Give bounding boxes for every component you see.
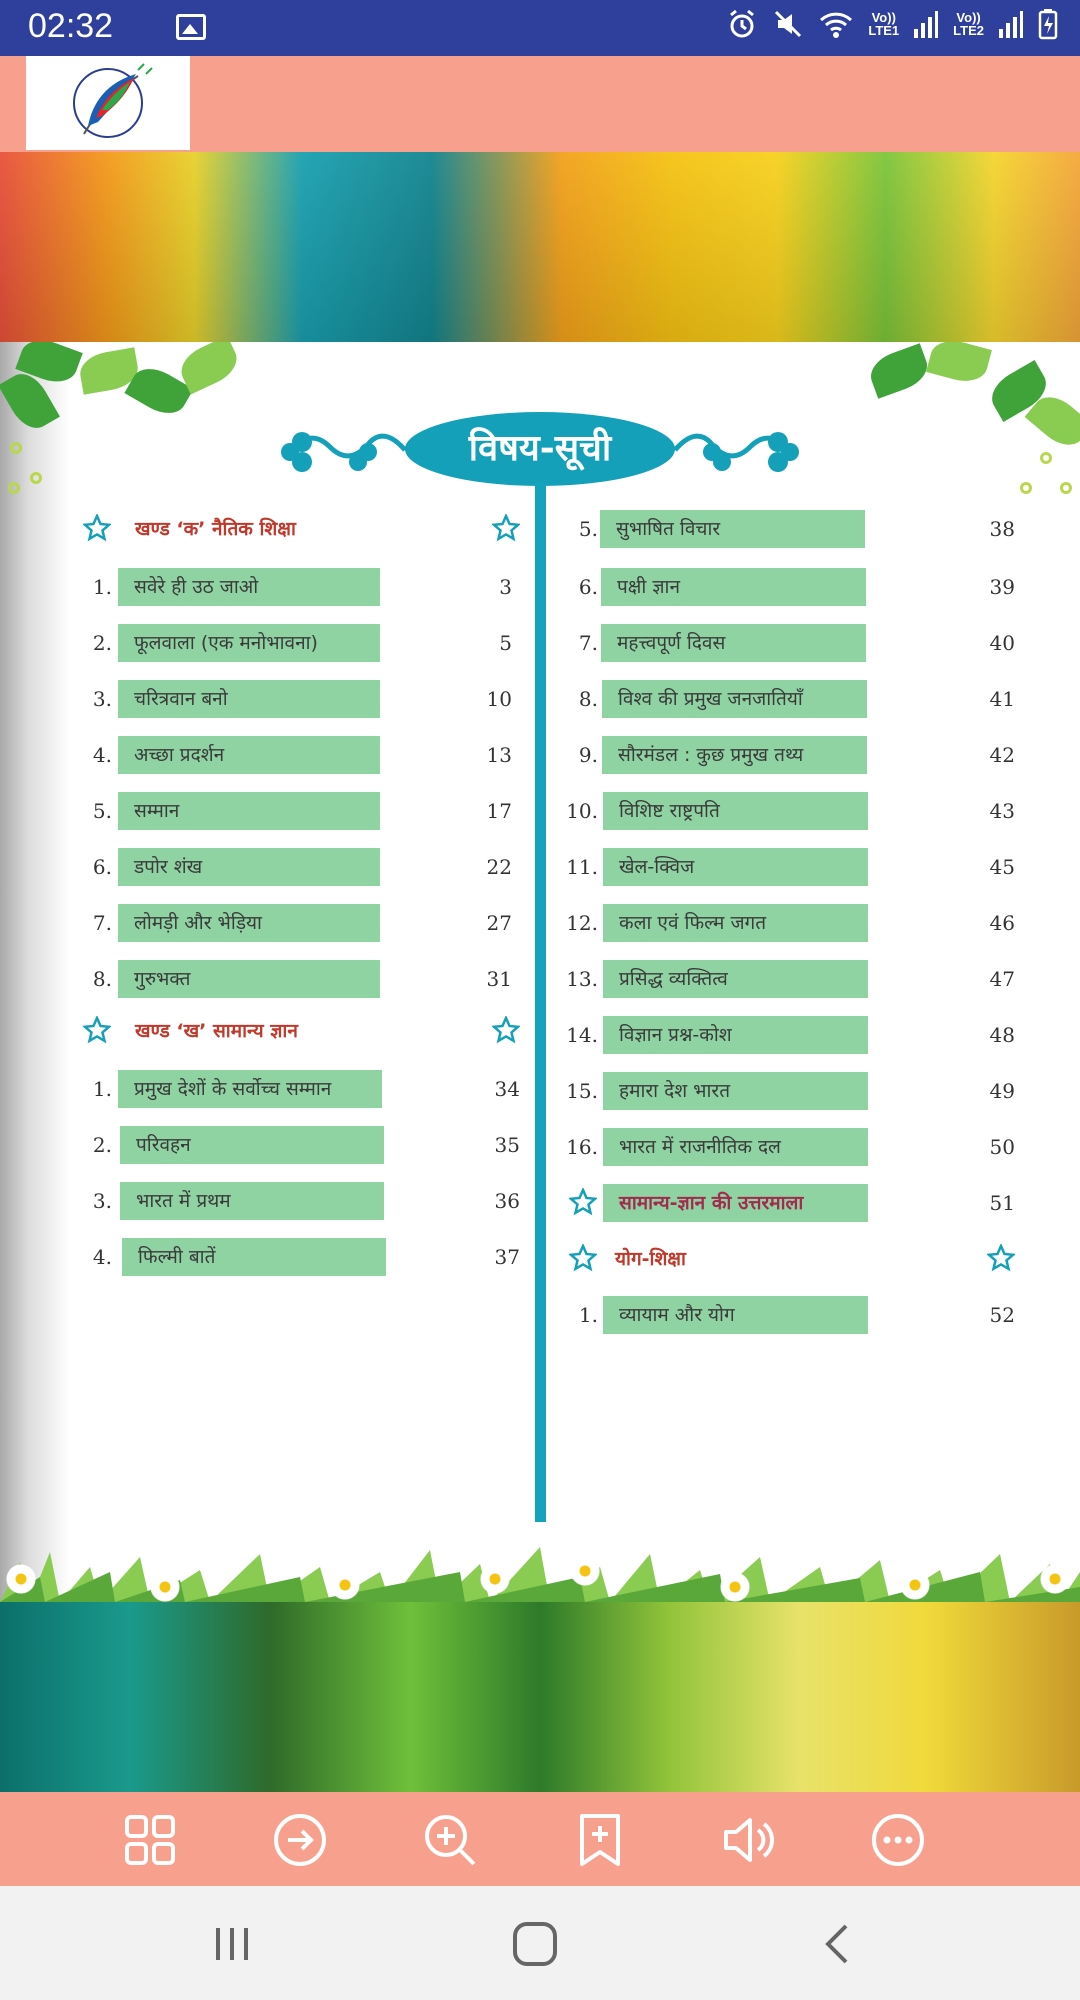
toc-row[interactable] (0, 848, 530, 886)
decorative-flower-image-top (0, 152, 1080, 342)
item-number: 3. (92, 1189, 112, 1213)
item-title: कला एवं फिल्म जगत (603, 904, 868, 942)
item-number: 8. (92, 967, 112, 991)
item-title: प्रमुख देशों के सर्वोच्च सम्मान (118, 1070, 382, 1108)
signal-icon (998, 9, 1024, 39)
decorative-flower-image-bottom (0, 1602, 1080, 1792)
item-number: 7. (578, 631, 598, 655)
toc-row[interactable] (555, 1296, 1075, 1334)
item-page: 47 (989, 967, 1015, 991)
status-time: 02:32 (28, 7, 114, 45)
item-title: विशिष्ट राष्ट्रपति (603, 792, 868, 830)
item-number: 14. (566, 1023, 598, 1047)
item-page: 3 (499, 575, 512, 599)
battery-icon (1038, 8, 1058, 40)
item-title: भारत में प्रथम (120, 1182, 384, 1220)
item-number: 7. (92, 911, 112, 935)
toc-row[interactable] (0, 1126, 530, 1164)
item-title: सवेरे ही उठ जाओ (118, 568, 380, 606)
item-page: 38 (989, 517, 1015, 541)
add-bookmark-button[interactable] (572, 1812, 628, 1868)
item-page: 17 (486, 799, 512, 823)
item-page: 45 (989, 855, 1015, 879)
item-page: 10 (486, 687, 512, 711)
item-title: प्रसिद्ध व्यक्तित्व (603, 960, 868, 998)
section-title: खण्ड ‘क’ नैतिक शिक्षा (135, 518, 296, 540)
item-page: 37 (494, 1245, 520, 1269)
zoom-in-icon (422, 1812, 478, 1868)
zoom-in-button[interactable] (422, 1812, 478, 1868)
mute-icon (772, 8, 804, 40)
item-title: पक्षी ज्ञान (601, 568, 866, 606)
toc-row[interactable] (555, 624, 1075, 662)
toc-row[interactable] (0, 624, 530, 662)
item-page: 52 (989, 1303, 1015, 1327)
star-icon (492, 1016, 520, 1044)
toc-row[interactable] (555, 1072, 1075, 1110)
item-page: 13 (486, 743, 512, 767)
item-title: विज्ञान प्रश्न-कोश (603, 1016, 868, 1054)
item-title: सौरमंडल : कुछ प्रमुख तथ्य (602, 736, 867, 774)
more-options-button[interactable] (870, 1812, 926, 1868)
item-page: 22 (486, 855, 512, 879)
item-page: 31 (486, 967, 512, 991)
daisy-decoration (330, 1570, 360, 1600)
item-title: सम्मान (118, 792, 380, 830)
section-title: योग-शिक्षा (615, 1248, 686, 1270)
item-number: 2. (92, 631, 112, 655)
item-title: परिवहन (120, 1126, 384, 1164)
item-number: 1. (578, 1303, 598, 1327)
daisy-decoration (6, 1564, 36, 1594)
toc-row[interactable] (555, 568, 1075, 606)
toc-row[interactable] (555, 1016, 1075, 1054)
toc-row[interactable] (555, 848, 1075, 886)
system-navigation-bar (0, 1886, 1080, 2000)
item-number: 2. (92, 1133, 112, 1157)
item-title: सामान्य-ज्ञान की उत्तरमाला (603, 1184, 868, 1222)
item-number: 6. (92, 855, 112, 879)
flourish-left-icon (280, 422, 410, 482)
item-page: 49 (989, 1079, 1015, 1103)
thumbnails-button[interactable] (122, 1812, 178, 1868)
item-page: 40 (989, 631, 1015, 655)
item-page: 35 (494, 1133, 520, 1157)
recent-apps-icon (202, 1914, 262, 1974)
item-title: भारत में राजनीतिक दल (603, 1128, 868, 1166)
status-bar (0, 0, 1080, 56)
item-title: खेल-क्विज (603, 848, 868, 886)
star-icon (569, 1244, 597, 1272)
item-number: 16. (566, 1135, 598, 1159)
toc-row[interactable] (0, 680, 530, 718)
share-arrow-icon (272, 1812, 328, 1868)
status-icons (726, 8, 1058, 40)
daisy-decoration (720, 1572, 750, 1602)
item-page: 43 (989, 799, 1015, 823)
reader-toolbar (0, 1792, 1080, 1886)
star-icon (987, 1244, 1015, 1272)
star-icon (83, 514, 111, 542)
item-number: 1. (92, 575, 112, 599)
item-number: 4. (92, 743, 112, 767)
section-header (555, 1240, 1075, 1278)
toc-row[interactable] (555, 510, 1075, 548)
toc-row[interactable] (555, 736, 1075, 774)
toc-row[interactable] (0, 1070, 530, 1108)
item-title: महत्त्वपूर्ण दिवस (601, 624, 866, 662)
item-page: 42 (989, 743, 1015, 767)
item-number: 15. (566, 1079, 598, 1103)
recent-apps-button[interactable] (202, 1914, 262, 1974)
star-icon (569, 1188, 597, 1216)
item-number: 12. (566, 911, 598, 935)
quill-logo-icon (26, 56, 190, 150)
item-page: 46 (989, 911, 1015, 935)
daisy-decoration (1040, 1564, 1070, 1594)
read-aloud-button[interactable] (720, 1812, 776, 1868)
item-number: 13. (566, 967, 598, 991)
daisy-decoration (480, 1564, 510, 1594)
item-title: फिल्मी बातें (122, 1238, 386, 1276)
toc-row[interactable] (0, 960, 530, 998)
toc-row[interactable] (0, 1182, 530, 1220)
item-number: 11. (566, 855, 598, 879)
toc-row[interactable] (0, 568, 530, 606)
home-button[interactable] (505, 1914, 565, 1974)
toc-row[interactable] (0, 736, 530, 774)
sim1-label: Vo)) LTE1 (868, 10, 900, 38)
grid-icon (122, 1812, 178, 1868)
item-number: 6. (578, 575, 598, 599)
toc-row[interactable] (555, 904, 1075, 942)
share-button[interactable] (272, 1812, 328, 1868)
image-notification-icon (176, 14, 206, 40)
item-number: 5. (578, 517, 598, 541)
signal-icon (913, 9, 939, 39)
item-page: 51 (989, 1191, 1015, 1215)
item-title: व्यायाम और योग (603, 1296, 868, 1334)
item-page: 48 (989, 1023, 1015, 1047)
item-title: फूलवाला (एक मनोभावना) (118, 624, 380, 662)
item-page: 41 (989, 687, 1015, 711)
section-title: खण्ड ‘ख’ सामान्य ज्ञान (135, 1020, 298, 1042)
publisher-logo[interactable] (26, 56, 190, 150)
item-number: 5. (92, 799, 112, 823)
item-title: सुभाषित विचार (600, 510, 865, 548)
sim2-label: Vo)) LTE2 (953, 10, 984, 38)
answers-row[interactable] (555, 1184, 1075, 1222)
item-title: चरित्रवान बनो (118, 680, 380, 718)
item-page: 27 (486, 911, 512, 935)
item-number: 9. (578, 743, 598, 767)
item-title: लोमड़ी और भेड़िया (118, 904, 380, 942)
item-title: अच्छा प्रदर्शन (118, 736, 380, 774)
section-header (0, 510, 530, 548)
toc-title: विषय-सूची (405, 412, 675, 486)
alarm-icon (726, 8, 758, 40)
toc-row[interactable] (555, 680, 1075, 718)
item-number: 8. (578, 687, 598, 711)
daisy-decoration (570, 1556, 600, 1586)
home-icon (505, 1914, 565, 1974)
item-number: 4. (92, 1245, 112, 1269)
back-button[interactable] (808, 1914, 868, 1974)
toc-row[interactable] (555, 1128, 1075, 1166)
wifi-icon (818, 8, 854, 40)
item-title: विश्व की प्रमुख जनजातियाँ (602, 680, 867, 718)
daisy-decoration (150, 1572, 180, 1602)
star-icon (492, 514, 520, 542)
app-header (0, 56, 1080, 152)
toc-row[interactable] (0, 904, 530, 942)
toc-row[interactable] (555, 792, 1075, 830)
item-page: 36 (494, 1189, 520, 1213)
item-page: 50 (989, 1135, 1015, 1159)
section-header (0, 1012, 530, 1050)
item-page: 5 (499, 631, 512, 655)
column-divider (535, 482, 546, 1522)
toc-row[interactable] (555, 960, 1075, 998)
item-title: डपोर शंख (118, 848, 380, 886)
item-page: 34 (494, 1077, 520, 1101)
more-icon (870, 1812, 926, 1868)
star-icon (83, 1016, 111, 1044)
item-page: 39 (989, 575, 1015, 599)
toc-row[interactable] (0, 1238, 530, 1276)
flourish-right-icon (670, 422, 800, 482)
item-title: हमारा देश भारत (603, 1072, 868, 1110)
toc-row[interactable] (0, 792, 530, 830)
item-number: 3. (92, 687, 112, 711)
book-page[interactable] (0, 342, 1080, 1602)
back-icon (808, 1914, 868, 1974)
item-number: 10. (566, 799, 598, 823)
daisy-decoration (900, 1570, 930, 1600)
item-title: गुरुभक्त (118, 960, 380, 998)
item-number: 1. (92, 1077, 112, 1101)
bookmark-add-icon (572, 1812, 628, 1868)
speaker-icon (720, 1812, 776, 1868)
